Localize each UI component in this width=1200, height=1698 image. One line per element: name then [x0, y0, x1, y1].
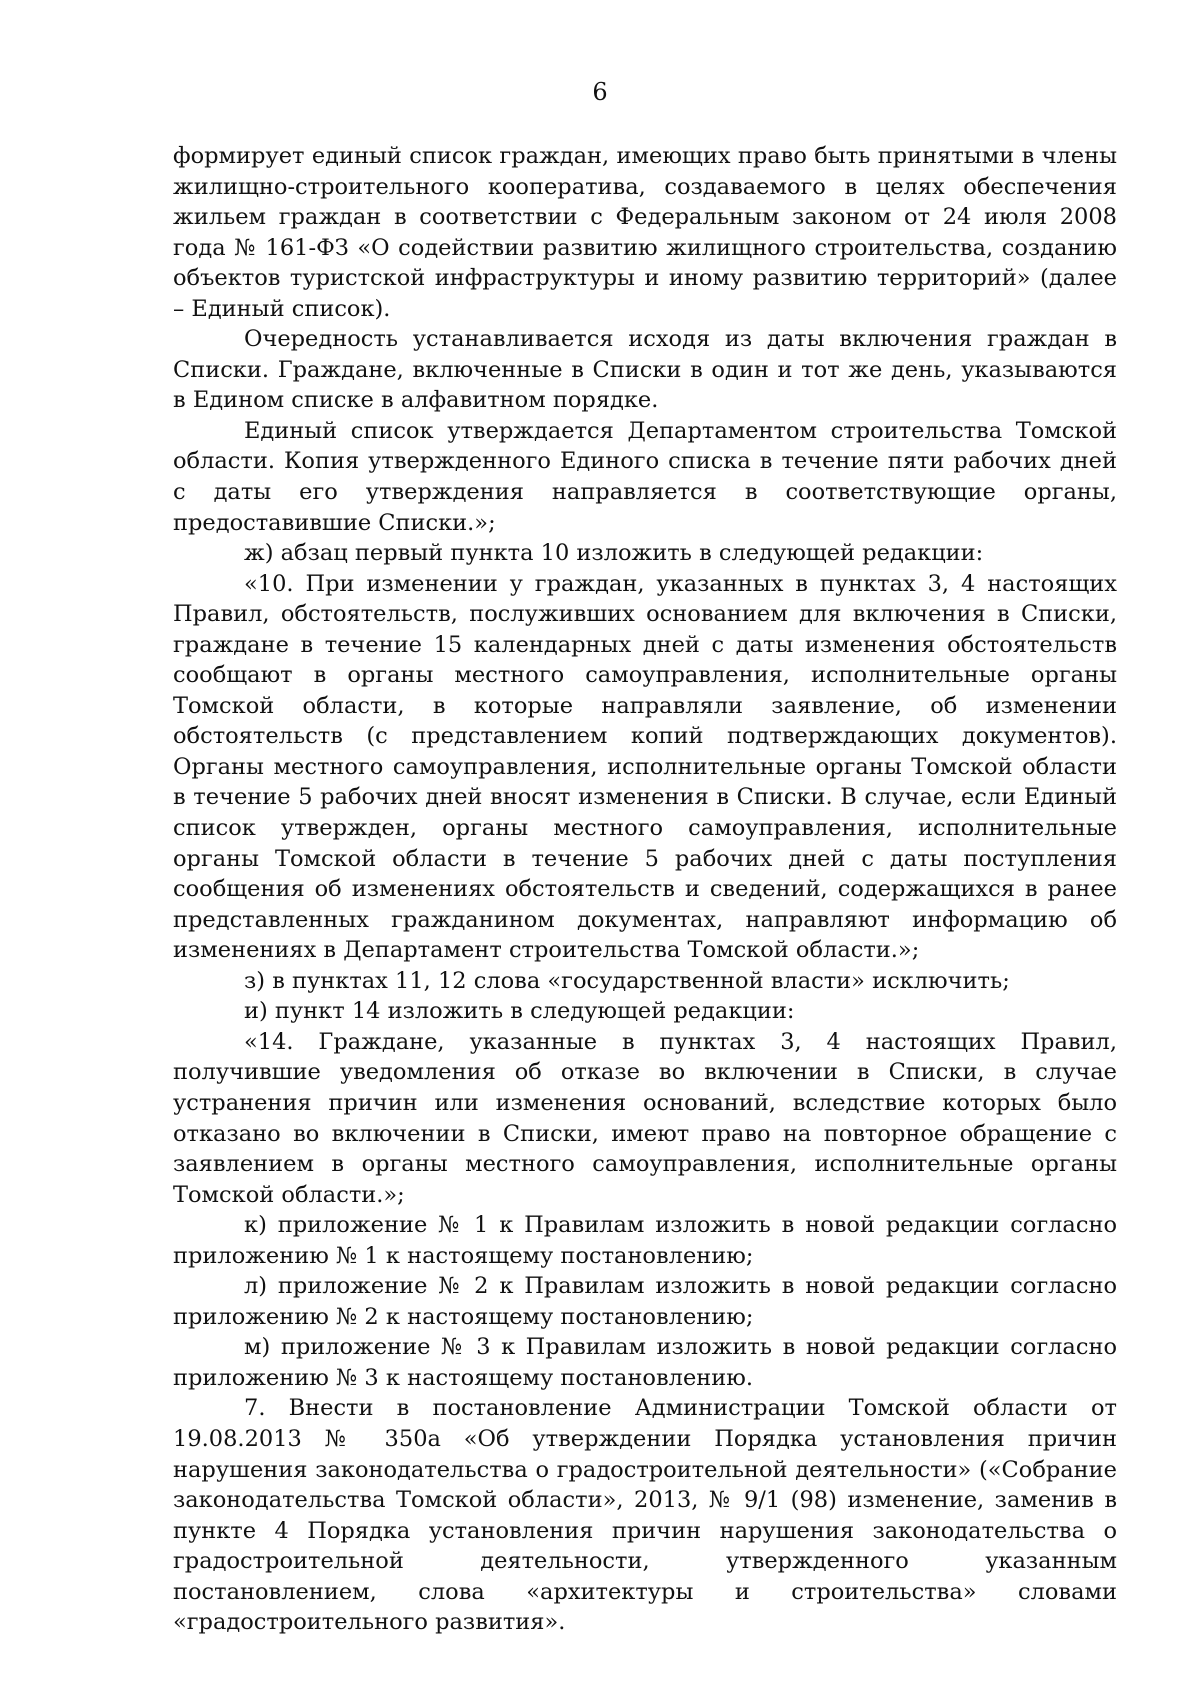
paragraph-list-approval: Единый список утверждается Департаментом строительства Томской области. Копия утвержденного Единого списка в течение пяти рабочих дней с даты его утверждения направляется в соответствующие органы, предоставившие Списки.»; [173, 417, 1117, 536]
paragraph-item-m: м) приложение № 3 к Правилам изложить в новой редакции согласно приложению № 3 к настоящему постановлению. [173, 1334, 1117, 1391]
paragraph-item-k: к) приложение № 1 к Правилам изложить в новой редакции согласно приложению № 1 к настоящему постановлению; [173, 1212, 1117, 1269]
paragraph-point-14: «14. Граждане, указанные в пунктах 3, 4 настоящих Правил, получившие уведомления об отказе во включении в Списки, в случае устранения причин или изменения оснований, вследствие которых было отказано во включении в Списки, имеют право на повторное обращение с заявлением в органы местного самоуправления, исполнительные органы Томской области.»; [173, 1028, 1117, 1208]
paragraph-item-l: л) приложение № 2 к Правилам изложить в новой редакции согласно приложению № 2 к настоящему постановлению; [173, 1273, 1117, 1330]
paragraph-queue-order: Очередность устанавливается исходя из даты включения граждан в Списки. Граждане, включенные в Списки в один и тот же день, указываются в Едином списке в алфавитном порядке. [173, 326, 1117, 414]
paragraph-unified-list-formation: формирует единый список граждан, имеющих право быть принятыми в члены жилищно-строительного кооператива, создаваемого в целях обеспечения жильем граждан в соответствии с Федеральным законом от 24 июля 2008 года № 161-ФЗ «О содействии развитию жилищного строительства, созданию объектов туристской инфраструктуры и иному развитию территорий» (далее – Единый список). [173, 143, 1117, 322]
page-number: 6 [592, 78, 608, 106]
document-body [173, 141, 1117, 1638]
paragraph-point-10: «10. При изменении у граждан, указанных в пунктах 3, 4 настоящих Правил, обстоятельств, послуживших основанием для включения в Списки, граждане в течение 15 календарных дней с даты изменения обстоятельств сообщают в органы местного самоуправления, исполнительные органы Томской области, в которые направляли заявление, об изменении обстоятельств (с представлением копий подтверждающих документов). Органы местного самоуправления, исполнительные органы Томской области в течение 5 рабочих дней вносят изменения в Списки. В случае, если Единый список утвержден, органы местного самоуправления, исполнительные органы Томской области в течение 5 рабочих дней с даты поступления сообщения об изменениях обстоятельств и сведений, содержащихся в ранее представленных гражданином документах, направляют информацию об изменениях в Департамент строительства Томской области.»; [173, 570, 1117, 964]
paragraph-section-7: 7. Внести в постановление Администрации Томской области от 19.08.2013 № 350а «Об утверждении Порядка установления причин нарушения законодательства о градостроительной деятельности» («Собрание законодательства Томской области», 2013, № 9/1 (98) изменение, заменив в пункте 4 Порядка установления причин нарушения законодательства о градостроительной деятельности, утвержденного указанным постановлением, слова «архитектуры и строительства» словами «градостроительного развития». [173, 1395, 1117, 1636]
paragraph-item-i: и) пункт 14 изложить в следующей редакции: [244, 998, 795, 1025]
paragraph-item-zh: ж) абзац первый пункта 10 изложить в следующей редакции: [244, 540, 984, 567]
paragraph-item-z: з) в пунктах 11, 12 слова «государственной власти» исключить; [244, 967, 1010, 994]
